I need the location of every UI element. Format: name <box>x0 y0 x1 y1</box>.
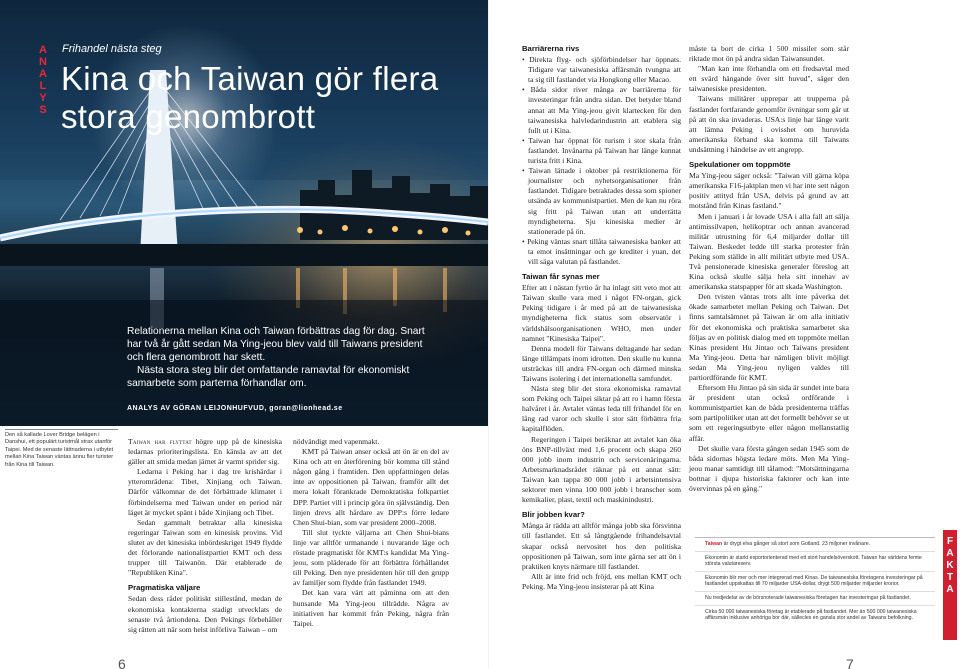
text-column-4 <box>689 44 849 494</box>
ingress-paragraph: Nästa stora steg blir det omfattande ramavtal för ekonomiskt samarbete som parterna förhandlar om. <box>127 365 410 389</box>
vertical-letter: F <box>946 536 954 547</box>
paragraph: Ma Ying-jeou säger också: "Taiwan vill gärna köpa amerikanska F16-jaktplan men vi har inte sett någon positiv attityd från USA, delvis på grund av att motstånd från Kinas fastland." <box>689 171 849 211</box>
rubric: Frihandel nästa steg <box>62 43 162 55</box>
subheading: Barriärerna rivs <box>522 44 580 53</box>
paragraph: Den tvisten väntas trots allt inte påverka det ökade samarbetet mellan Peking och Taiwan. Det finns samtalsämnet på Taiwan är om alla initiativ för det ekonomiska och praktiska samarbetet ska följas av en politisk dialog med ett toppmöte mellan Kinas president Hu Jintao och Taiwans president Ma Ying-jeou. Detta har nämligen blivit möjligt sedan Ma Ying-jeou nyligen valdes till partiordförande för KMT. <box>689 292 849 382</box>
list-item: • Peking väntas snart tillåta taiwanesiska banker att ta emot insättningar och ge krediter i yuan, det vill säga valutan på fastlandet. <box>522 237 681 267</box>
paragraph: Nästa steg blir det stora ekonomiska ramavtal som Peking och Taipei siktar på att ro i hamn första halvåret i år. Avtalet väntas leda till frihandel för en lång rad varor och skulle i stor sätt förbättra fria kapitalflöden. <box>522 384 681 434</box>
caption-divider <box>5 429 118 430</box>
paragraph: Ledarna i Peking har i dag tre krishärdar i ytteromrädena: Tibet, Xinjiang och Taiwan. Därför välkomnar de det förbättrade klimatet i förbindelserna med Taiwan under en period när läget är mycket spänt i både Xinjiang och Tibet. <box>128 467 282 517</box>
paragraph: KMT på Taiwan anser också att ön är en del av Kina och att en återförening bör komma till stånd någon gång i framtiden. Den uppfattningen delas inte av oppositionen på Taiwan, framför allt det mera lokalt förankrade Demokratiska folkpartiet DPP. Partiet vill i princip göra ön självständig. Den linjen drevs allt hårdare av DPP:s förre ledare Chen Shui-bian, som var president 2000–2008. <box>293 447 449 527</box>
fact-item: Nu tredjedelar av de börsnoterade taiwanesiska företagen har investeringar på fastlandet. <box>695 591 935 602</box>
fact-box-label <box>943 530 957 640</box>
page-number-right: 7 <box>846 656 854 669</box>
fact-item: Ekonomin är starkt exportorienterad med ett stort handelsöverskott. Taiwan har världens femte största valutareserv. <box>695 551 935 568</box>
photo-caption: Den så kallade Lover Bridge belägen i Danshui, ett populärt turistmål strax utanför Taipei. Med de senaste lättnaderna i utbytet mellan Kina Taiwan väntas ännu fler turister från Kina till Taiwan. <box>5 432 114 468</box>
paragraph: Till slut tyckte väljarna att Chen Shui-bians linje var alltför urmanande i nuvarande läge och röstade pragmatiskt för KMT:s kandidat Ma Ying-jeou, som pläderade för att förbättra förhållandet till Peking. Den nye presidenten hör till den grupp av familjer som flydde från fastlandet 1949. <box>293 527 449 588</box>
paragraph: Regeringen i Taipei beräknar att avtalet kan öka öns BNP-tillväxt med 1,6 procent och skapa 260 000 jobb inom industrin och servicenäringarna. Arbetsmarknadsrådet räknar på ett annat sätt: Taiwan kan tappa 80 000 jobb i arbetsintensiva sektorer men vinna 100 000 jobb i branscher som kemikalier, plast, textil och maskinindustri. <box>522 434 681 505</box>
paragraph: Taiwans militärer upprepar att trupperna på fastlandet fortfarande genomför övningar som går ut på att ön ska invaderas. USA:s linje har länge varit att lämna Peking i ovisshet om huruvida amerikanska förband ska komma till Taiwans undsättning i händelse av ett angrepp. <box>689 94 849 154</box>
paragraph <box>128 437 282 467</box>
vertical-letter: N <box>39 56 47 68</box>
vertical-letter: A <box>39 68 47 80</box>
paragraph: nödvändigt med vapenmakt. <box>293 437 380 446</box>
fact-item <box>695 541 935 548</box>
paragraph: Många är rädda att alltför många jobb ska försvinna till fastlandet. Ett så långtgående frihandelsavtal skapar också nervositet hos den politiska oppositionen på Taiwan, som inte gärna ser att ön i praktiken knyts närmare till fastlandet. <box>522 521 681 571</box>
fact-keyword: Taiwan <box>705 541 723 547</box>
paragraph: "Man kan inte förhandla om ett fredsavtal med ett svärd hängande över sitt huvud", säger den taiwanesiske presidenten. <box>689 64 849 94</box>
article-headline: Kina och Taiwan gör flera stora genombrott <box>61 60 439 135</box>
ingress-paragraph: Relationerna mellan Kina och Taiwan förbättras dag för dag. Snart har två år gått sedan Ma Ying-jeou blev vald till Taiwans president och flera genombrott har skett. <box>127 326 425 363</box>
paragraph: Eftersom Hu Jintao på sin sida är sundet inte bara är president utan också ordförande i kommunistpartiet kan de båda presidenterna träffas som partipolitiker utan att det formellt behöver se ut som ett regeringsutbyte eller någon mellanstatlig affär. <box>689 383 849 443</box>
lead-words: Taiwan har flyttat <box>128 437 192 446</box>
subheading: Spekulationer om toppmöte <box>689 160 791 170</box>
paragraph: Denna modell för Taiwans deltagande har sedan länge tillämpats inom idrotten. Den skulle nu kunna utsträckas till andra FN-organ och därmed minska Taiwans isolering i det internationella samfundet. <box>522 343 681 383</box>
fact-box <box>695 537 935 650</box>
list-item: • Taiwan har öppnat för turism i stor skala från fastlandet. Invånarna på Taiwan har länge kunnat turista fritt i Kina. <box>522 136 681 166</box>
paragraph: måste ta bort de cirka 1 500 missiler som står riktade mot ön på andra sidan Taiwansundet. <box>689 44 849 64</box>
paragraph: Allt är inte frid och fröjd, ens mellan KMT och Peking. Ma Ying-jeou insisterar på att Kina <box>522 571 681 591</box>
paragraph-text: högre upp på de kinesiska ledarnas prioriteringslista. En känsla av att det gäller att smida medan järnet är varmt sprider sig. <box>128 437 282 467</box>
fact-item: Cirka 50 000 taiwanesiska företag är etablerade på fastlandet. Mer än 500 000 taiwanesiska affärsmän inklusive anhöriga bor där, sällecles en gansla stor andel av Taiwans befolkning. <box>695 605 935 622</box>
subheading: Blir jobben kvar? <box>522 510 585 520</box>
text-column-3 <box>522 44 681 592</box>
list-item: • Direkta flyg- och sjöförbindelser har öppnats. Tidigare var taiwanesiska affärsmän tvungna att ta sig till fastlandet via Hongkong eller Macao. <box>522 55 681 85</box>
page-number-left: 6 <box>118 656 126 669</box>
text-column-1 <box>128 437 282 635</box>
fact-text: är drygt elva gånger så stort som Gotland. 23 miljoner invånare. <box>722 541 871 547</box>
vertical-letter: S <box>39 104 47 116</box>
page-gutter <box>488 0 489 669</box>
paragraph: Sedan dess råder politiskt stillestånd, medan de ekonomiska kontakterna stadigt utvecklats de senaste två årtiondena. Den Pekings förbehåller sig rätten att när som helst införliva Taiwan – om <box>128 594 282 634</box>
cover-photo-lover-bridge <box>0 0 488 426</box>
list-item: • Taiwan lättade i oktober på restriktionerna för journalister och nyhetsorganisationer från fastlandet. Tidigare betraktades dessa som spioner utsända av kommunistpartiet. Men de kan nu röra sig fritt på Taiwan utan att underrätta myndigheterna. Sju kinesiska medier är stationerade på ön. <box>522 166 681 237</box>
list-item: • Båda sidor river många av barriärerna för investeringar från andra sidan. Det betyder bland annat att Ma Ying-jeou givit klartecken för den taiwanesiska halvledarindustrin att etablera sig fullt ut i Kina. <box>522 85 681 135</box>
subheading: Taiwan får synas mer <box>522 272 600 282</box>
vertical-letter: A <box>946 548 954 559</box>
text-column-2 <box>293 437 449 629</box>
vertical-letter: K <box>946 560 954 571</box>
fact-item: Ekonomin blir mer och mer integrerad med Kinas. De taiwanesiska företagens investeringar på fastlandet uppskattas till 70 miljarder USA-dollar, drygt 500 miljarder miljarder kronor. <box>695 571 935 588</box>
vertical-letter: L <box>39 80 47 92</box>
bullet-list <box>522 55 681 267</box>
vertical-section-label <box>37 44 49 116</box>
byline: ANALYS AV GÖRAN LEIJONHUFVUD, goran@lionhead.se <box>127 405 343 412</box>
vertical-letter: T <box>946 572 954 583</box>
subheading: Pragmatiska väljare <box>128 583 201 593</box>
paragraph: Sedan gammalt betraktar alla kinesiska regeringar Taiwan som en kinesisk provins. Vid slutet av det kinesiska inbördeskriget 1949 flydde det förlorande nationalistpartiet KMT och dess trupper till Taiwanön. Där etablerade de "Republiken Kina". <box>128 517 282 578</box>
paragraph: Men i januari i år lovade USA i alla fall att sälja antimissilvapen, helikoptrar och annan avancerad militär utrustning för 6,4 miljarder dollar till Taiwan. Beskedet ledde till starka protester från Peking som ställde in allt militärt utbyte med USA. Två pensionerade kinesiska generaler föreslog att Kina också skulle sälja hela sitt innehav av amerikanska statspapper för att skada Washington. <box>689 211 849 292</box>
paragraph: Det kan vara värt att påminna om att den hunsande Ma Ying-jeou tillrädde. Några av initiativen har kommit från Peking, några från Taipei. <box>293 588 449 628</box>
paragraph: Efter att i nästan fyrtio år ha inlagt sitt veto mot att Taiwan skulle vara med i något FN-organ, gick Peking tidigare i år med på att de taiwanesiska myndigheterna fick status som observatör i världshälsoorganisationen WHO, men under namnet "Kinesiska Taipei". <box>522 283 681 343</box>
article-ingress <box>127 325 427 390</box>
vertical-letter: A <box>39 44 47 56</box>
paragraph: Det skulle vara första gången sedan 1945 som de båda sidornas högsta ledare möts. Men Ma Ying-jeou manar samtidigt till tålamod: "Motsättningarna bottnar i djupa historiska faktorer och kan inte övervinnas på en gång." <box>689 443 849 494</box>
vertical-letter: Y <box>39 92 47 104</box>
vertical-letter: A <box>946 584 954 595</box>
